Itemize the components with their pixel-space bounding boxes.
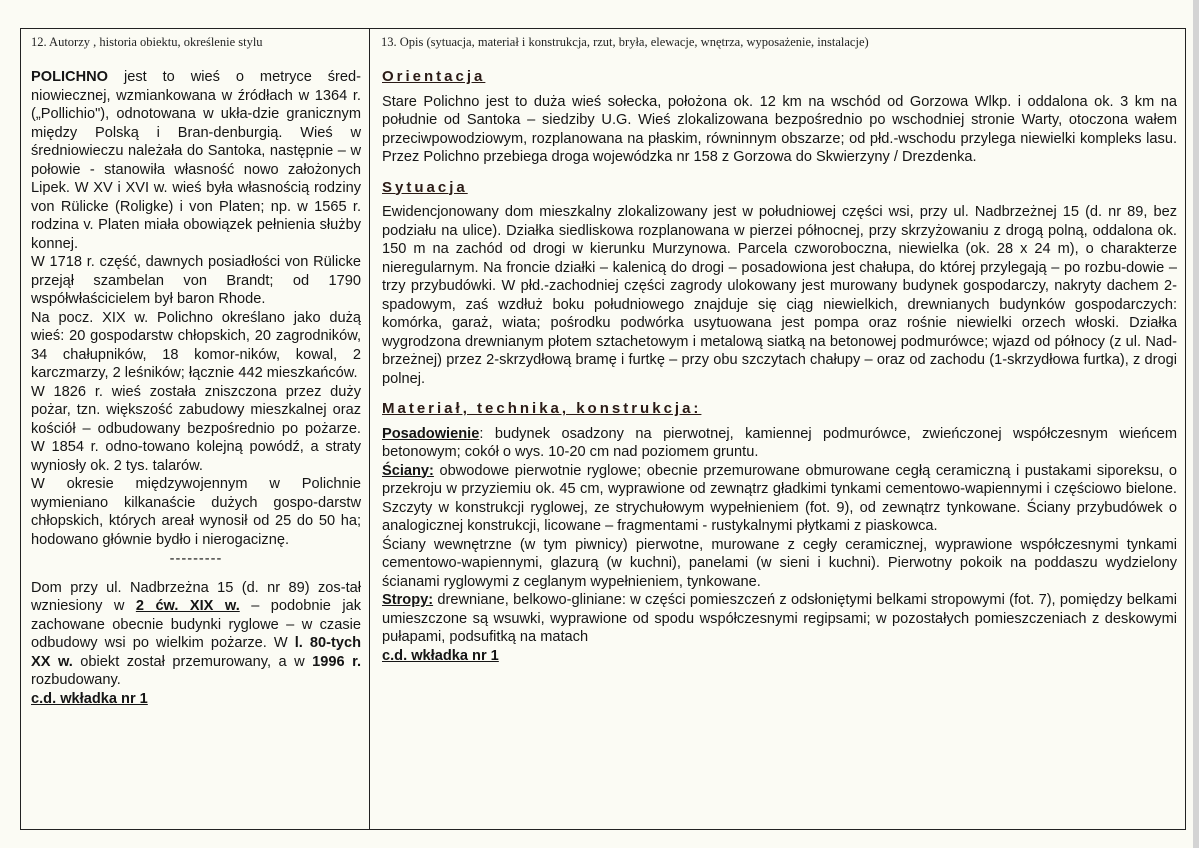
text-span: Dom przy ul. Nadbrzeżna 15 (d. nr 89) zos-tał wzniesiony w xyxy=(31,579,361,614)
foundation-text: : budynek osadzony na pierwotnej, kamiennej podmurówce, zwieńczonej współczesnym wieńcem betonowym; cokół o wys. 10-20 cm nad poziomem gruntu. xyxy=(382,425,1177,460)
ceilings-label: Stropy: xyxy=(382,592,434,608)
separator-line: --------- xyxy=(169,551,223,567)
section-heading-situation: Sytuacja xyxy=(382,178,468,196)
history-paragraph: W okresie międzywojennym w Polichnie wymieniano kilkanaście dużych gospo-darstw chłopskich, których areał wynosił od 25 do 50 ha; hodowano głównie bydło i nierogaciznę. xyxy=(31,476,361,548)
right-column-header: 13. Opis (sytuacja, materiał i konstrukcja, rzut, bryła, elewacje, wnętrza, wyposażenie, instalacje) xyxy=(381,35,869,49)
history-paragraph xyxy=(31,68,361,253)
history-paragraph: W 1826 r. wieś została zniszczona przez duży pożar, tzn. większość zabudowy mieszkalnej oraz kościół – odbudowany bezpośrednio po pożarze. W 1854 r. odno-towano kolejną powódź, a straty wyniosły ok. 2 tys. talarów. xyxy=(31,383,361,474)
date-highlight: 2 ćw. XIX w. xyxy=(135,598,240,614)
history-paragraph: Na pocz. XIX w. Polichno określano jako dużą wieś: 20 gospodarstw chłopskich, 20 zagrodników, 34 chałupników, 18 komor-ników, kowal, 2 karczmarzy, 2 leśników; łącznie 442 mieszkańców. xyxy=(31,309,361,381)
foundation-label: Posadowienie xyxy=(382,425,480,442)
section-heading-material: Materiał, technika, konstrukcja: xyxy=(382,400,702,417)
left-column-header: 12. Autorzy , historia obiektu, określenie stylu xyxy=(31,35,263,49)
walls-text: obwodowe pierwotnie ryglowe; obecnie przemurowane obmurowane cegłą ceramiczną i pustakami siporeksu, o przekroju w przyziemiu ok. 45 cm, wyprawione od zewnątrz gładkimi tynkami cementowo-wapiennymi i częściowo bielone. Szczyty w konstrukcji ryglowej, ze strychułowym wypełnieniem (fot. 9), od zewnątrz tynkowane. Ściany przybudówek o analogicznej konstrukcji, licowane – fragmentami - rustykalnymi płytkami z piaskowca. xyxy=(382,462,1177,534)
ceilings-text: drewniane, belkowo-gliniane: w części pomieszczeń z odsłoniętymi belkami stropowymi (fot. 7), pomiędzy belkami umieszczone są wsuwki, wyprawione od spodu współczesnymi regipsami; w pozostałych pomieszczeniach z deskowymi pułapami, podsufitką na matach xyxy=(382,592,1177,645)
situation-text: Ewidencjonowany dom mieszkalny zlokalizowany jest w południowej części wsi, przy ul. Nadbrzeżnej 15 (d. nr 89, bez podziału na ulice). Działka siedliskowa rozplanowana w pierzei północnej, przy skrzyżowaniu z drogą polną, oddalona ok. 150 m na zachód od drogi w kierunku Murzynowa. Parcela czworoboczna, niewielka (ok. 28 x 24 m), o charakterze nieregularnym. Na froncie działki – kalenicą do drogi – posadowiona jest chałupa, do której przylegają – po rozbu-dowie – trzy przybudówki. W płd.-zachodniej części zagrody ulokowany jest murowany budynek gospodarczy, nakryty dachem 2-spadowym, zaś wzdłuż boku południowego znajduje się ciąg niewielkich, drewnianych budynków gospodarczych: komórka, garaż, wiata; pośrodku podwórka usytuowana jest pompa oraz rośnie niewielki orzech włoski. Działka wygrodzona drewnianym płotem sztachetowym i metalową siatką na betonowej podmurówce; wjazd od północy (z ul. Nad-brzeżnej) przez 2-skrzydłową bramę i furtkę – przy obu szczytach chałupy – oraz od zachodu (1-skrzydłowa furtka), z drogi polnej. xyxy=(382,204,1177,387)
date-highlight: l. 80-tych XX w. xyxy=(31,635,361,670)
history-paragraph: W 1718 r. część, dawnych posiadłości von Rülicke przejął szambelan von Brandt; od 1790 współwłaścicielem był baron Rhode. xyxy=(31,254,361,307)
form-frame xyxy=(20,28,1186,830)
history-column xyxy=(31,68,361,708)
orientation-text: Stare Polichno jest to duża wieś sołecka, położona ok. 12 km na wschód od Gorzowa Wlkp. i oddalona ok. 3 km na południe od Santoka – siedziby U.G. Wieś zlokalizowana bezpośrednio po wschodniej stronie Warty, otoczona wałem przeciwpowodziowym, rozplanowana na płaskim, równinnym obszarze; od płd.-wschodu przylega niewielki kompleks lasu. Przez Polichno przebiega droga wojewódzka nr 158 z Gorzowa do Skwierzyny / Drezdenka. xyxy=(382,93,1177,165)
page-edge xyxy=(1193,0,1199,848)
ceilings-paragraph xyxy=(382,591,1177,647)
inner-walls-paragraph: Ściany wewnętrzne (w tym piwnicy) pierwotne, murowane z cegły ceramicznej, wyprawione współczesnymi tynkami cementowo-wapiennymi, glazurą (w kuchni), panelami (w sieni i kuchni). Pierwotny pokoik na poddaszu wydzielony ścianami ryglowymi z ceglanym wypełnieniem, tynkowane. xyxy=(382,536,1177,590)
section-heading-orientation: Orientacja xyxy=(382,68,486,85)
house-history-paragraph xyxy=(31,579,361,690)
description-column xyxy=(382,68,1177,665)
foundation-paragraph xyxy=(382,425,1177,462)
walls-paragraph xyxy=(382,462,1177,536)
date-highlight: 1996 r. xyxy=(312,653,362,670)
continued-note: c.d. wkładka nr 1 xyxy=(31,690,148,707)
text-span: rozbudowany. xyxy=(31,672,121,688)
text-span: – podobnie jak zachowane obecnie budynki ryglowe – w czasie odbudowy wsi po wielkim pożarze. W xyxy=(31,598,361,651)
column-divider xyxy=(369,29,370,829)
village-name: POLICHNO xyxy=(31,69,109,85)
text-span: obiekt został przemurowany, a w xyxy=(72,653,313,670)
walls-label: Ściany: xyxy=(382,462,434,479)
continued-note: c.d. wkładka nr 1 xyxy=(382,647,499,664)
history-text: jest to wieś o metryce śred-niowiecznej, wzmiankowana w źródłach w 1364 r. („Pollichio"), odnotowana w ukła-dzie granicznym między Polską i Bran-denburgią. Wieś w średniowieczu należała do Santoka, następnie – w połowie - stanowiła własność nowo założonych Lipek. W XV i XVI w. wieś była własnością rodziny von Rülicke (Roligke) i von Platen; np. w 1565 r. rodzina v. Platen miała obowiązek pełnienia służby konnej. xyxy=(31,69,361,252)
